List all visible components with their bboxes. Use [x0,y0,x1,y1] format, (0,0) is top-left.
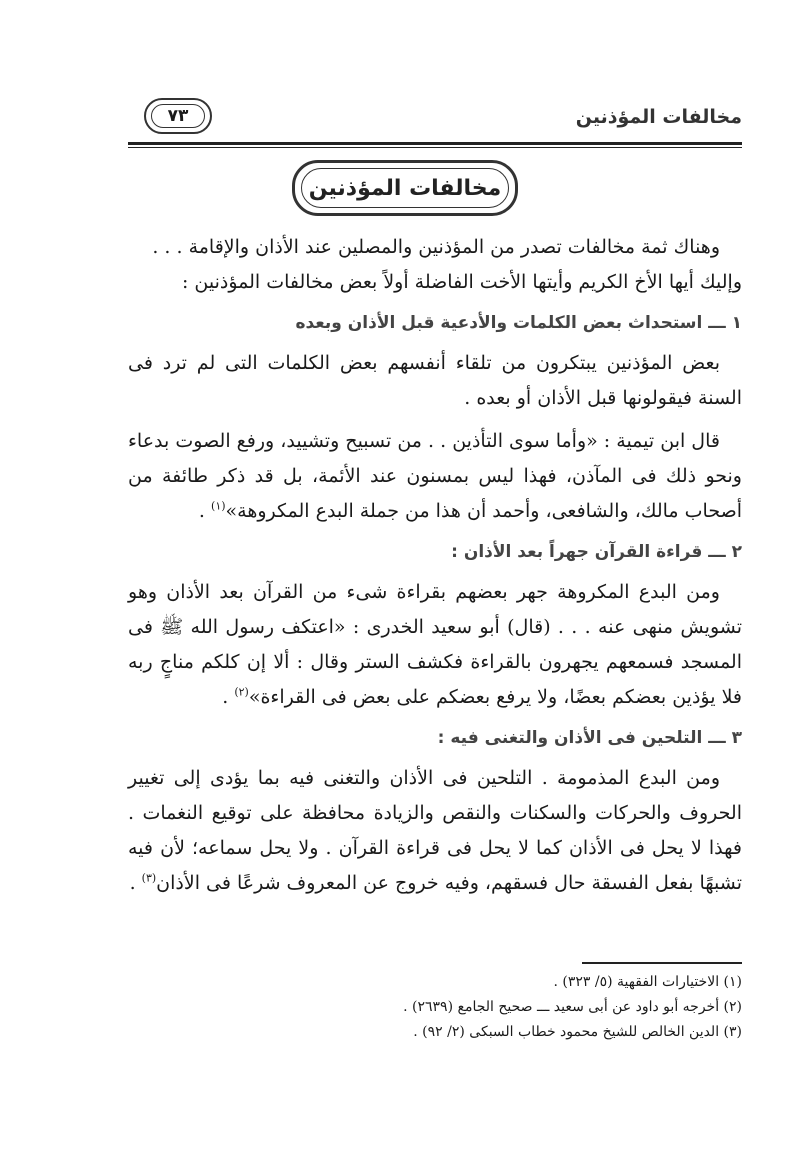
page-number: ٧٣ [151,104,205,128]
page-body [128,230,742,909]
footnote-2: (٢) أخرجه أبو داود عن أبى سعيد ـــ صحيح الجامع (٢٦٣٩) . [403,999,742,1015]
section-heading-1: ١ ـــ استحداث بعض الكلمات والأدعية قبل الأذان وبعده [295,313,742,333]
page-header [128,98,742,142]
footnote-1: (١) الاختيارات الفقهية (٥/ ٣٢٣) . [553,974,742,990]
section-3-paragraph-1: ومن البدع المذمومة . التلحين فى الأذان والتغنى فيه بما يؤدى إلى تغيير الحروف والحركات والسكنات والنقص والزيادة محافظة على توقيع النغمات . فهذا لا يحل فى الأذان كما لا يحل فى قراءة القرآن . ولا يحل سماعه؛ لأن فيه تشبهًا بفعل الفسقة حال فسقهم، وفيه خروج عن المعروف شرعًا فى الأذان$^{(٣)}$ . [128,767,742,894]
intro-line-2: وإليك أيها الأخ الكريم وأيتها الأخت الفاضلة أولاً بعض مخالفات المؤذنين : [181,271,742,293]
footnote-3: (٣) الدين الخالص للشيخ محمود خطاب السبكى (٢/ ٩٢) . [413,1024,742,1040]
header-rule [128,142,742,145]
section-2-paragraph-1: ومن البدع المكروهة جهر بعضهم بقراءة شىء من القرآن بعد الأذان وهو تشويش منهى عنه . . . (قال) أبو سعيد الخدرى : «اعتكف رسول الله ﷺ فى المسجد فسمعهم يجهرون بالقراءة فكشف الستر وقال : ألا إن كلكم مناجٍ ربه فلا يؤذين بعضكم بعضًا، ولا يرفع بعضكم على بعض فى القراءة»$^{(٢)}$ . [128,581,742,708]
page-number-badge [144,98,212,134]
footnotes [128,962,742,1045]
section-2-text: ومن البدع المكروهة جهر بعضهم بقراءة شىء من القرآن بعد الأذان وهو تشويش منهى عنه . . . (قال) أبو سعيد الخدرى : «اعتكف رسول الله ﷺ فى المسجد فسمعهم يجهرون بالقراءة فكشف الستر وقال : ألا إن كلكم مناجٍ ربه فلا يؤذين بعضكم بعضًا، ولا يرفع بعضكم على بعض فى القراءة» [128,581,742,708]
header-rule-thin [128,147,742,148]
footnote-ref-2[interactable]: (٢) [234,685,249,699]
section-1-paragraph-2: قال ابن تيمية : «وأما سوى التأذين . . من تسبيح وتشييد، ورفع الصوت بدعاء ونحو ذلك فى المآذن، فهذا ليس بمسنون عند الأئمة، بل قد ذكر طائفة من أصحاب مالك، والشافعى، وأحمد أن هذا من جملة البدع المكروهة»$^{(١)}$ . [128,430,742,522]
section-3-text: ومن البدع المذمومة . التلحين فى الأذان والتغنى فيه بما يؤدى إلى تغيير الحروف والحركات والسكنات والنقص والزيادة محافظة على توقيع النغمات . فهذا لا يحل فى الأذان كما لا يحل فى قراءة القرآن . ولا يحل سماعه؛ لأن فيه تشبهًا بفعل الفسقة حال فسقهم، وفيه خروج عن المعروف شرعًا فى الأذان [128,767,742,894]
footnote-ref-3[interactable]: (٣) [141,871,157,885]
section-1-paragraph-1: بعض المؤذنين يبتكرون من تلقاء أنفسهم بعض الكلمات التى لم ترد فى السنة فيقولونها قبل الأذان أو بعده . [128,352,742,409]
running-title: مخالفات المؤذنين [575,106,742,128]
footnote-rule [582,962,742,964]
chapter-title: مخالفات المؤذنين [301,168,509,208]
footnote-ref-1[interactable]: (١) [211,499,226,513]
chapter-title-frame [292,160,518,216]
section-heading-3: ٣ ـــ التلحين فى الأذان والتغنى فيه : [437,728,742,748]
section-heading-2: ٢ ـــ قراءة القرآن جهراً بعد الأذان : [451,542,742,562]
section-1-quote: قال ابن تيمية : «وأما سوى التأذين . . من تسبيح وتشييد، ورفع الصوت بدعاء ونحو ذلك فى المآذن، فهذا ليس بمسنون عند الأئمة، بل قد ذكر طائفة من أصحاب مالك، والشافعى، وأحمد أن هذا من جملة البدع المكروهة» [128,430,742,522]
intro-line-1: وهناك ثمة مخالفات تصدر من المؤذنين والمصلين عند الأذان والإقامة . . . [152,236,720,258]
